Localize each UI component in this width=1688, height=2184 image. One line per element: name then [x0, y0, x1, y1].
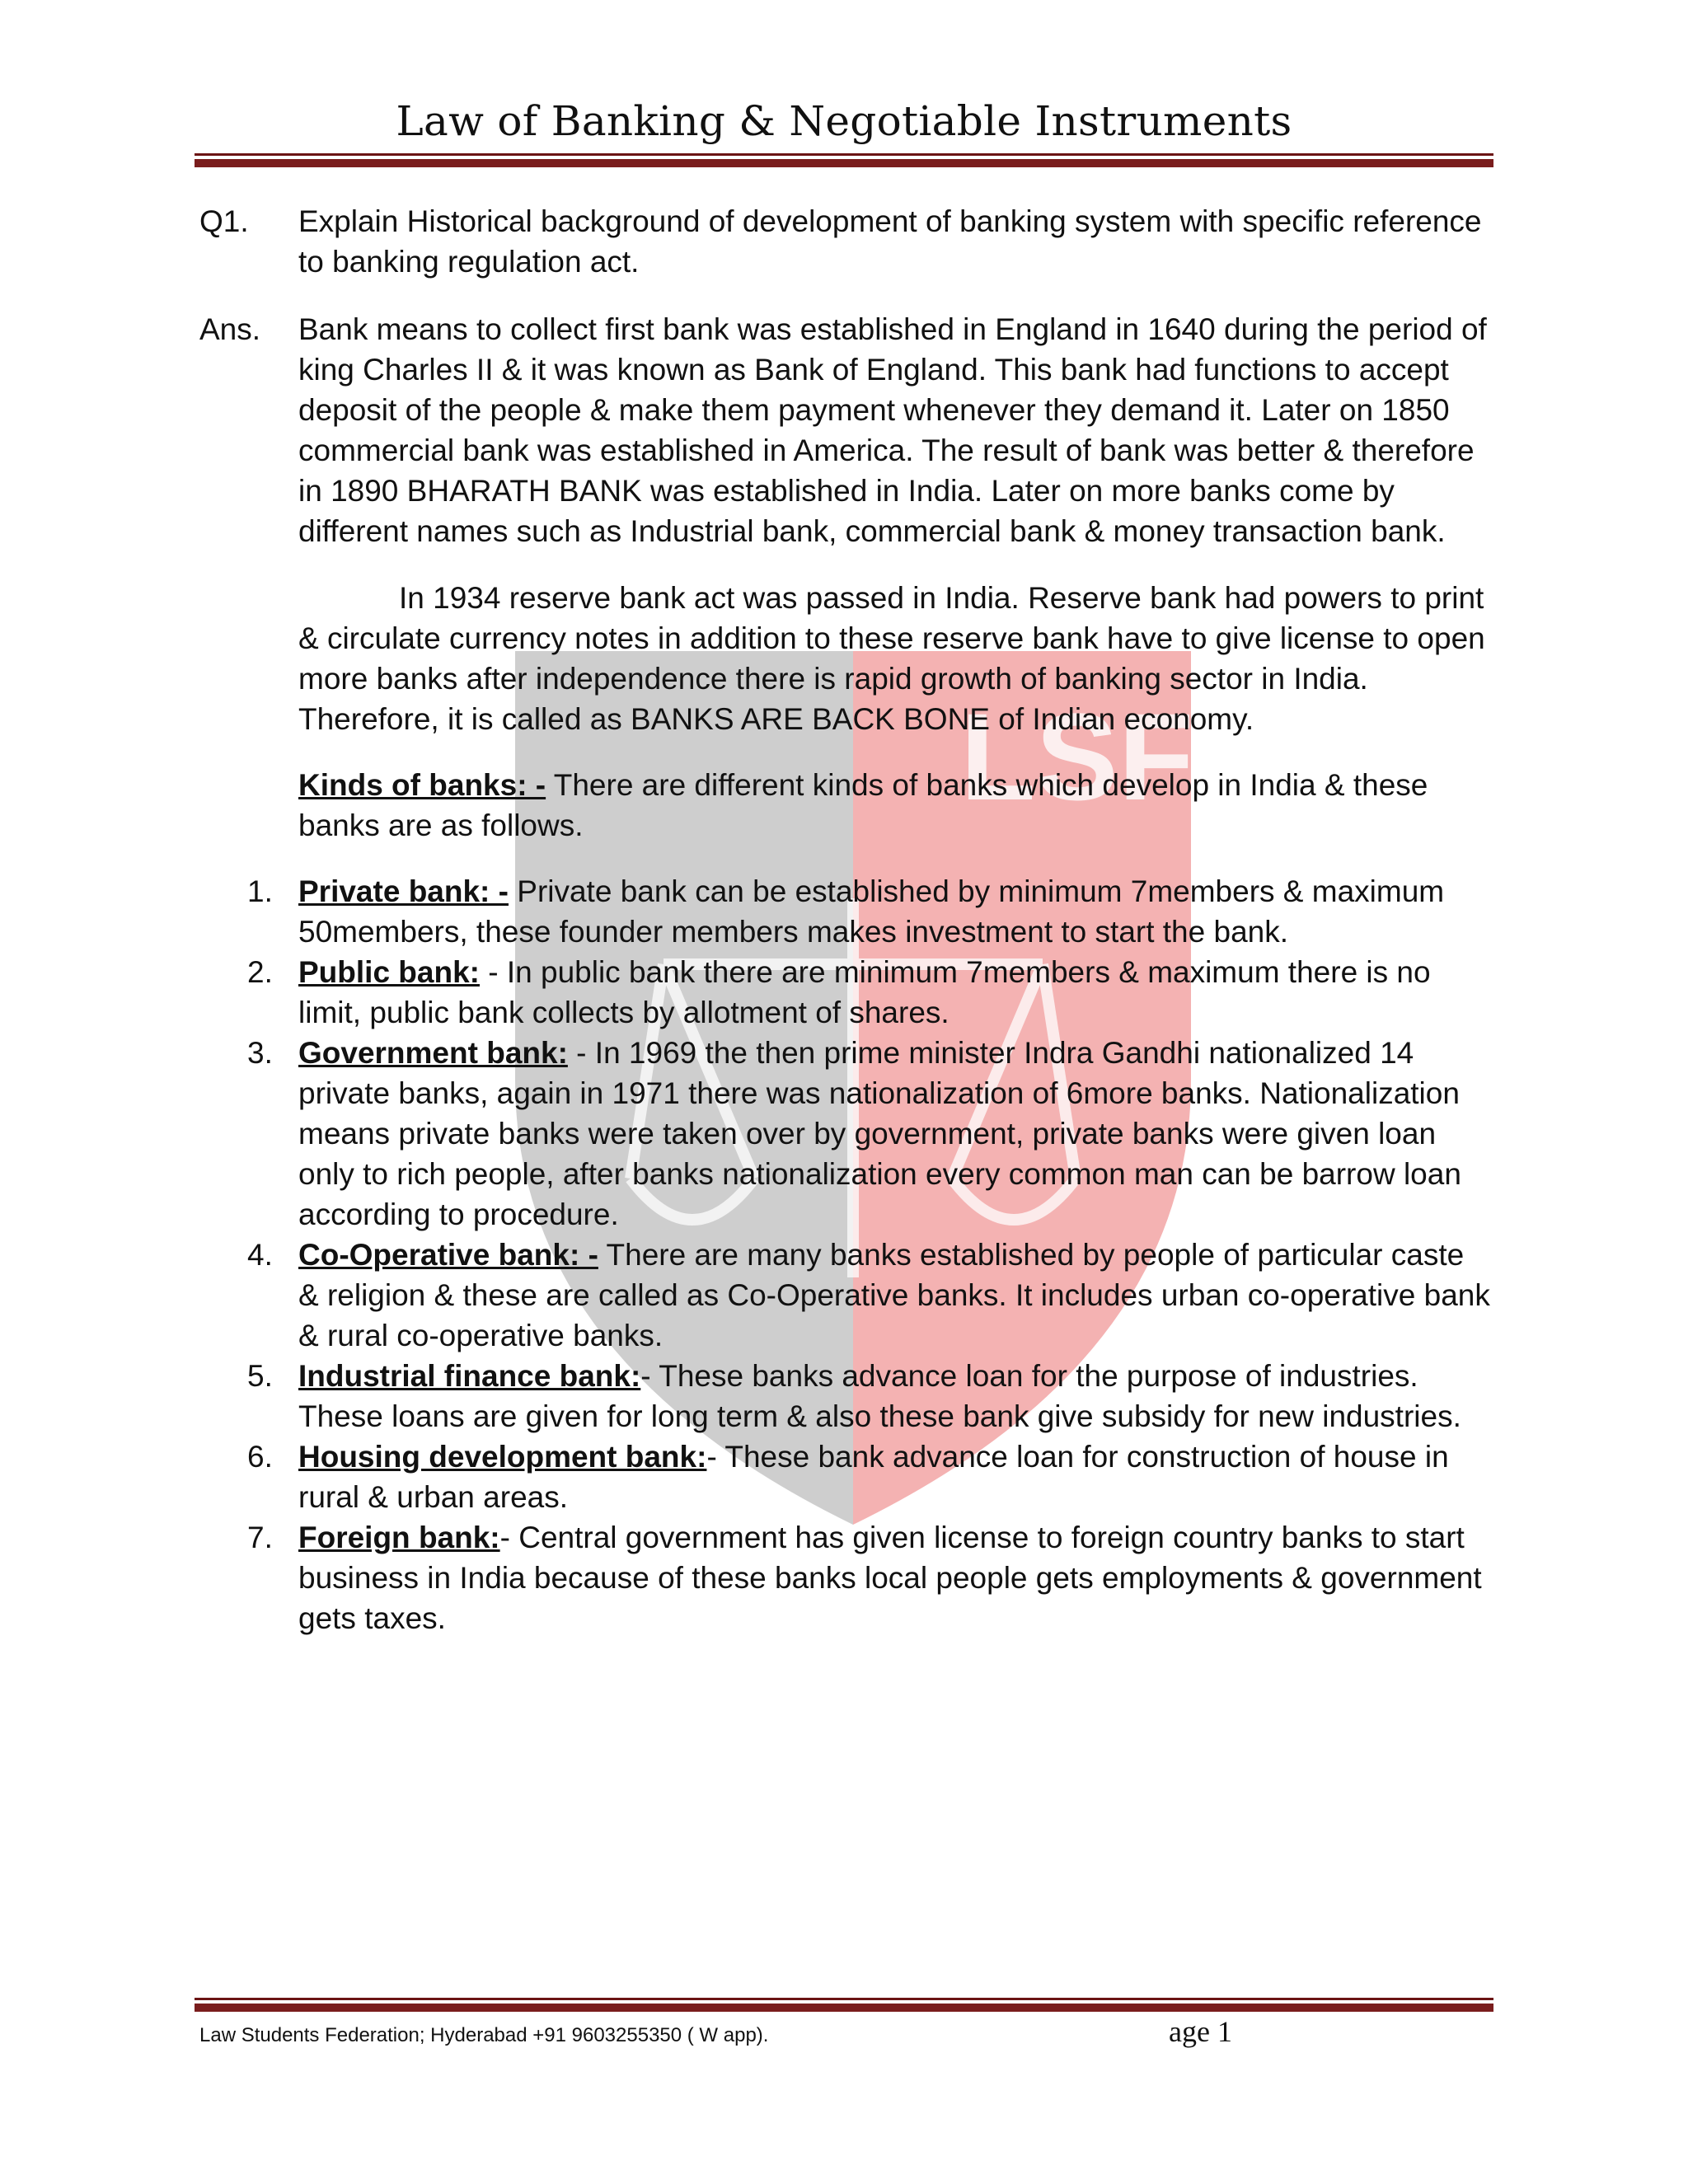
list-line: These loans are given for long term & also these bank give subsidy for new industries. — [298, 1399, 1461, 1433]
page-title: Law of Banking & Negotiable Instruments — [396, 97, 1292, 145]
kinds-of-banks-intro — [298, 765, 1502, 846]
list-text: - These bank advance loan for construction of house in — [706, 1440, 1449, 1474]
paragraph-line: more banks after independence there is rapid growth of banking sector in India. — [298, 662, 1368, 696]
list-line — [298, 871, 1517, 912]
list-line — [298, 1436, 1517, 1477]
question-text — [298, 201, 1502, 282]
list-heading: Industrial finance bank: — [298, 1359, 641, 1393]
list-item — [247, 1436, 1517, 1517]
list-line — [298, 1517, 1517, 1558]
list-line: private banks, again in 1971 there was nationalization of 6more banks. Nationalization — [298, 1076, 1460, 1110]
list-item — [247, 871, 1517, 952]
question-line: Explain Historical background of development of banking system with specific reference — [298, 204, 1482, 238]
question-line: to banking regulation act. — [298, 245, 640, 279]
paragraph-line: In 1934 reserve bank act was passed in India. Reserve bank had powers to print — [399, 581, 1484, 615]
paragraph-line: in 1890 BHARATH BANK was established in India. Later on more banks come by — [298, 474, 1395, 508]
list-text: - These banks advance loan for the purpose of industries. — [640, 1359, 1418, 1393]
list-heading: Private bank: - — [298, 874, 509, 908]
list-heading: Housing development bank: — [298, 1440, 707, 1474]
paragraph-line — [298, 765, 1502, 805]
list-number: 7. — [247, 1521, 273, 1554]
list-line — [298, 952, 1517, 992]
list-text: There are many banks established by people of particular caste — [598, 1238, 1465, 1272]
list-item — [247, 1517, 1517, 1638]
header-rule — [195, 153, 1493, 167]
list-line: business in India because of these banks local people gets employments & government — [298, 1561, 1482, 1595]
paragraph-line: commercial bank was established in America. The result of bank was better & therefore — [298, 434, 1475, 467]
paragraph-line: different names such as Industrial bank, commercial bank & money transaction bank. — [298, 514, 1446, 548]
list-line: rural & urban areas. — [298, 1480, 569, 1514]
list-number: 5. — [247, 1359, 273, 1393]
paragraph-line: king Charles II & it was known as Bank of England. This bank had functions to accept — [298, 353, 1449, 387]
paragraph-line: & circulate currency notes in addition to these reserve bank have to give license to open — [298, 621, 1485, 655]
list-line: means private banks were taken over by government, private banks were given loan — [298, 1117, 1437, 1151]
answer-paragraph-1 — [298, 309, 1502, 551]
page-number: age 1 — [1169, 2015, 1232, 2048]
list-item — [247, 1235, 1517, 1356]
answer-paragraph-2 — [298, 578, 1502, 739]
question-label: Q1. — [199, 204, 249, 238]
list-line: 50members, these founder members makes investment to start the bank. — [298, 915, 1289, 949]
list-heading: Co-Operative bank: - — [298, 1238, 598, 1272]
paragraph-line: deposit of the people & make them payment whenever they demand it. Later on 1850 — [298, 393, 1450, 427]
watermark-text: LSF — [960, 687, 1194, 826]
list-text: - In 1969 the then prime minister Indra Gandhi nationalized 14 — [567, 1036, 1414, 1070]
list-heading: Government bank: — [298, 1036, 568, 1070]
bank-types-list — [247, 871, 1517, 1638]
list-line: gets taxes. — [298, 1601, 446, 1635]
list-number: 2. — [247, 955, 273, 989]
list-line: only to rich people, after banks nationalization every common man can be barrow loan — [298, 1157, 1461, 1191]
list-item — [247, 1356, 1517, 1436]
list-heading: Public bank: — [298, 955, 480, 989]
kinds-text: There are different kinds of banks which develop in India & these — [546, 768, 1428, 802]
list-number: 6. — [247, 1440, 273, 1474]
footer-contact: Law Students Federation; Hyderabad +91 9603255350 ( W app). — [199, 2024, 769, 2046]
list-number: 4. — [247, 1238, 273, 1272]
list-heading: Foreign bank: — [298, 1521, 500, 1554]
list-text: Private bank can be established by minimum 7members & maximum — [508, 874, 1445, 908]
kinds-heading: Kinds of banks: - — [298, 768, 546, 802]
list-line: according to procedure. — [298, 1197, 619, 1231]
paragraph-line: banks are as follows. — [298, 808, 584, 842]
list-line — [298, 1033, 1517, 1073]
list-number: 3. — [247, 1036, 273, 1070]
paragraph-line: Bank means to collect first bank was established in England in 1640 during the period of — [298, 312, 1487, 346]
footer-rule — [195, 1998, 1493, 2012]
answer-label: Ans. — [199, 312, 261, 346]
list-line: limit, public bank collects by allotment of shares. — [298, 996, 950, 1029]
list-item — [247, 1033, 1517, 1235]
paragraph-line: Therefore, it is called as BANKS ARE BACK BONE of Indian economy. — [298, 702, 1254, 736]
list-number: 1. — [247, 874, 273, 908]
list-line: & rural co-operative banks. — [298, 1319, 663, 1352]
list-text: - In public bank there are minimum 7members & maximum there is no — [479, 955, 1431, 989]
list-text: - Central government has given license to foreign country banks to start — [499, 1521, 1465, 1554]
list-item — [247, 952, 1517, 1033]
list-line — [298, 1235, 1517, 1275]
list-line — [298, 1356, 1517, 1396]
list-line: & religion & these are called as Co-Operative banks. It includes urban co-operative bank — [298, 1278, 1490, 1312]
